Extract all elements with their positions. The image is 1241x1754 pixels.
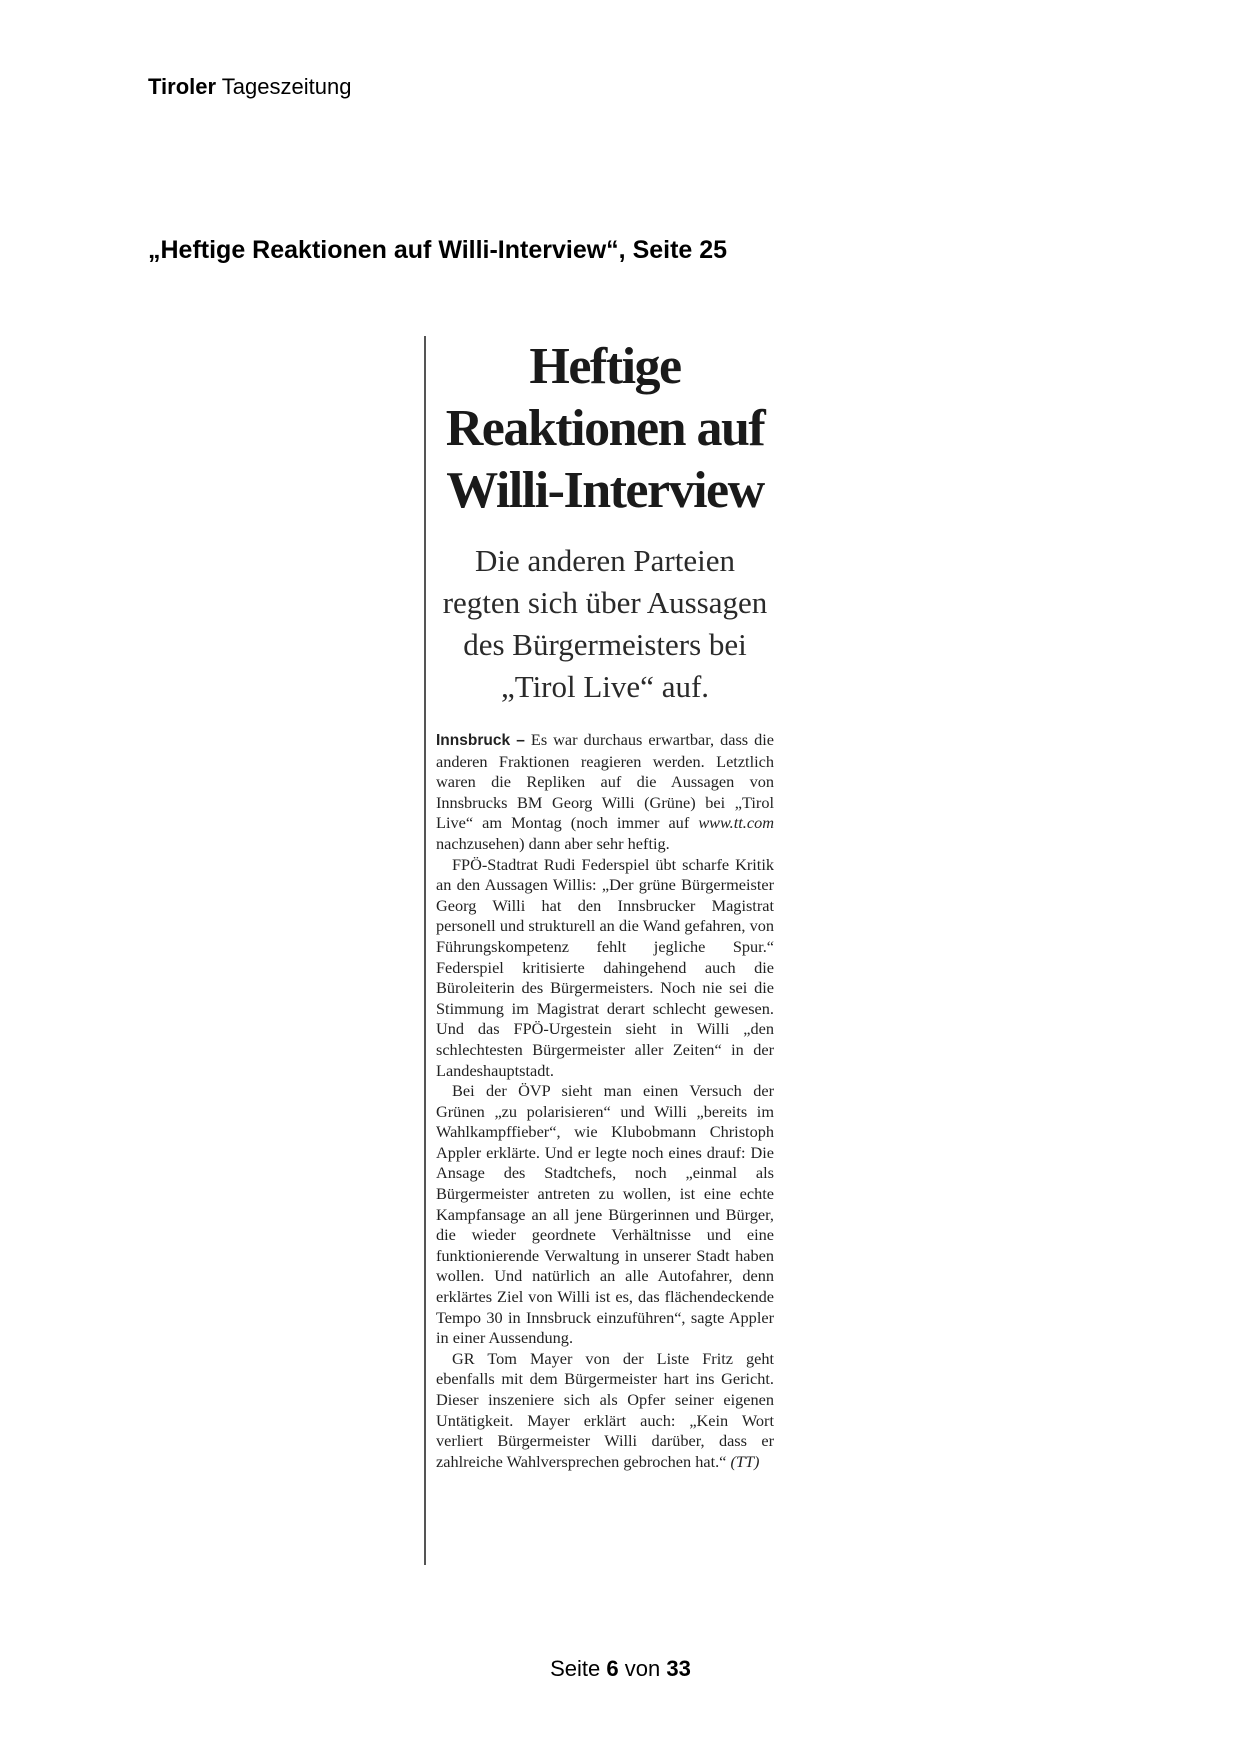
- article-subheadline: Die anderen Parteien regten sich über Aussagen des Bürgermeisters bei „Tirol Live“ auf.: [442, 543, 768, 704]
- page-header: [148, 74, 351, 100]
- brand-name-bold: Tiroler: [148, 74, 217, 99]
- paragraph-2: FPÖ-Stadtrat Rudi Federspiel übt scharfe Kritik an den Aussagen Willis: „Der grüne Bürgermeister Georg Willi hat den Innsbrucker Magistrat personell und strukturell an die Wand gefahren, von Führungskompetenz fehlt jegliche Spur.“ Federspiel kritisierte dahingehend auch die Büroleiterin des Bürgermeisters. Noch nie sei die Stimmung im Magistrat derart schlecht gewesen. Und das FPÖ-Urgestein sieht in Willi „den schlechtesten Bürgermeister aller Zeiten“ in der Landeshauptstadt.: [436, 854, 774, 1080]
- page-footer: [0, 1656, 1241, 1682]
- page-label: Seite: [550, 1656, 601, 1681]
- article-body: [436, 730, 774, 1472]
- total-pages: 33: [666, 1656, 691, 1681]
- paragraph-4: [436, 1349, 774, 1473]
- paragraph-1: [436, 730, 774, 855]
- paragraph-1-text-a: Es war durchaus erwartbar, dass die anderen Fraktionen reagieren werden. Letztlich waren die Repliken auf die Aussagen von Innsbrucks BM Georg Willi (Grüne) bei „Tirol Live“ am Montag (noch immer auf: [436, 730, 774, 833]
- paragraph-4-text: GR Tom Mayer von der Liste Fritz geht ebenfalls mit dem Bürgermeister hart ins Gericht. Dieser inszeniere sich als Opfer seiner eigenen Untätigkeit. Mayer erklärt auch: „Kein Wort verliert Bürgermeister Willi darüber, dass er zahlreiche Wahlversprechen gebrochen hat.“: [436, 1348, 774, 1471]
- author-signoff: (TT): [730, 1451, 760, 1471]
- brand-name-rest: Tageszeitung: [221, 74, 352, 99]
- page-of-label: von: [624, 1656, 661, 1681]
- paragraph-1-text-b: nachzusehen) dann aber sehr heftig.: [436, 833, 670, 853]
- article: [436, 336, 774, 1472]
- dateline: Innsbruck –: [436, 732, 525, 749]
- article-headline: Heftige Reaktionen auf Willi-Interview: [445, 338, 765, 519]
- article-reference: „Heftige Reaktionen auf Willi-Interview“, Seite 25: [148, 236, 728, 264]
- website-url: www.tt.com: [698, 813, 774, 833]
- current-page-number: 6: [606, 1656, 619, 1681]
- paragraph-3: Bei der ÖVP sieht man einen Versuch der Grünen „zu polarisieren“ und Willi „bereits im Wahlkampffieber“, wie Klubobmann Christoph Appler erklärte. Und er legte noch eines drauf: Die Ansage des Stadtchefs, noch „einmal als Bürgermeister antreten zu wollen, ist eine echte Kampfansage an all jene Bürgerinnen und Bürger, die wieder geordnete Verhältnisse und eine funktionierende Verwaltung in unserer Stadt haben wollen. Und natürlich an alle Autofahrer, denn erklärtes Ziel von Willi ist es, das flächendeckende Tempo 30 in Innsbruck einzuführen“, sagte Appler in einer Aussendung.: [436, 1081, 774, 1348]
- newspaper-clipping: [424, 336, 776, 1565]
